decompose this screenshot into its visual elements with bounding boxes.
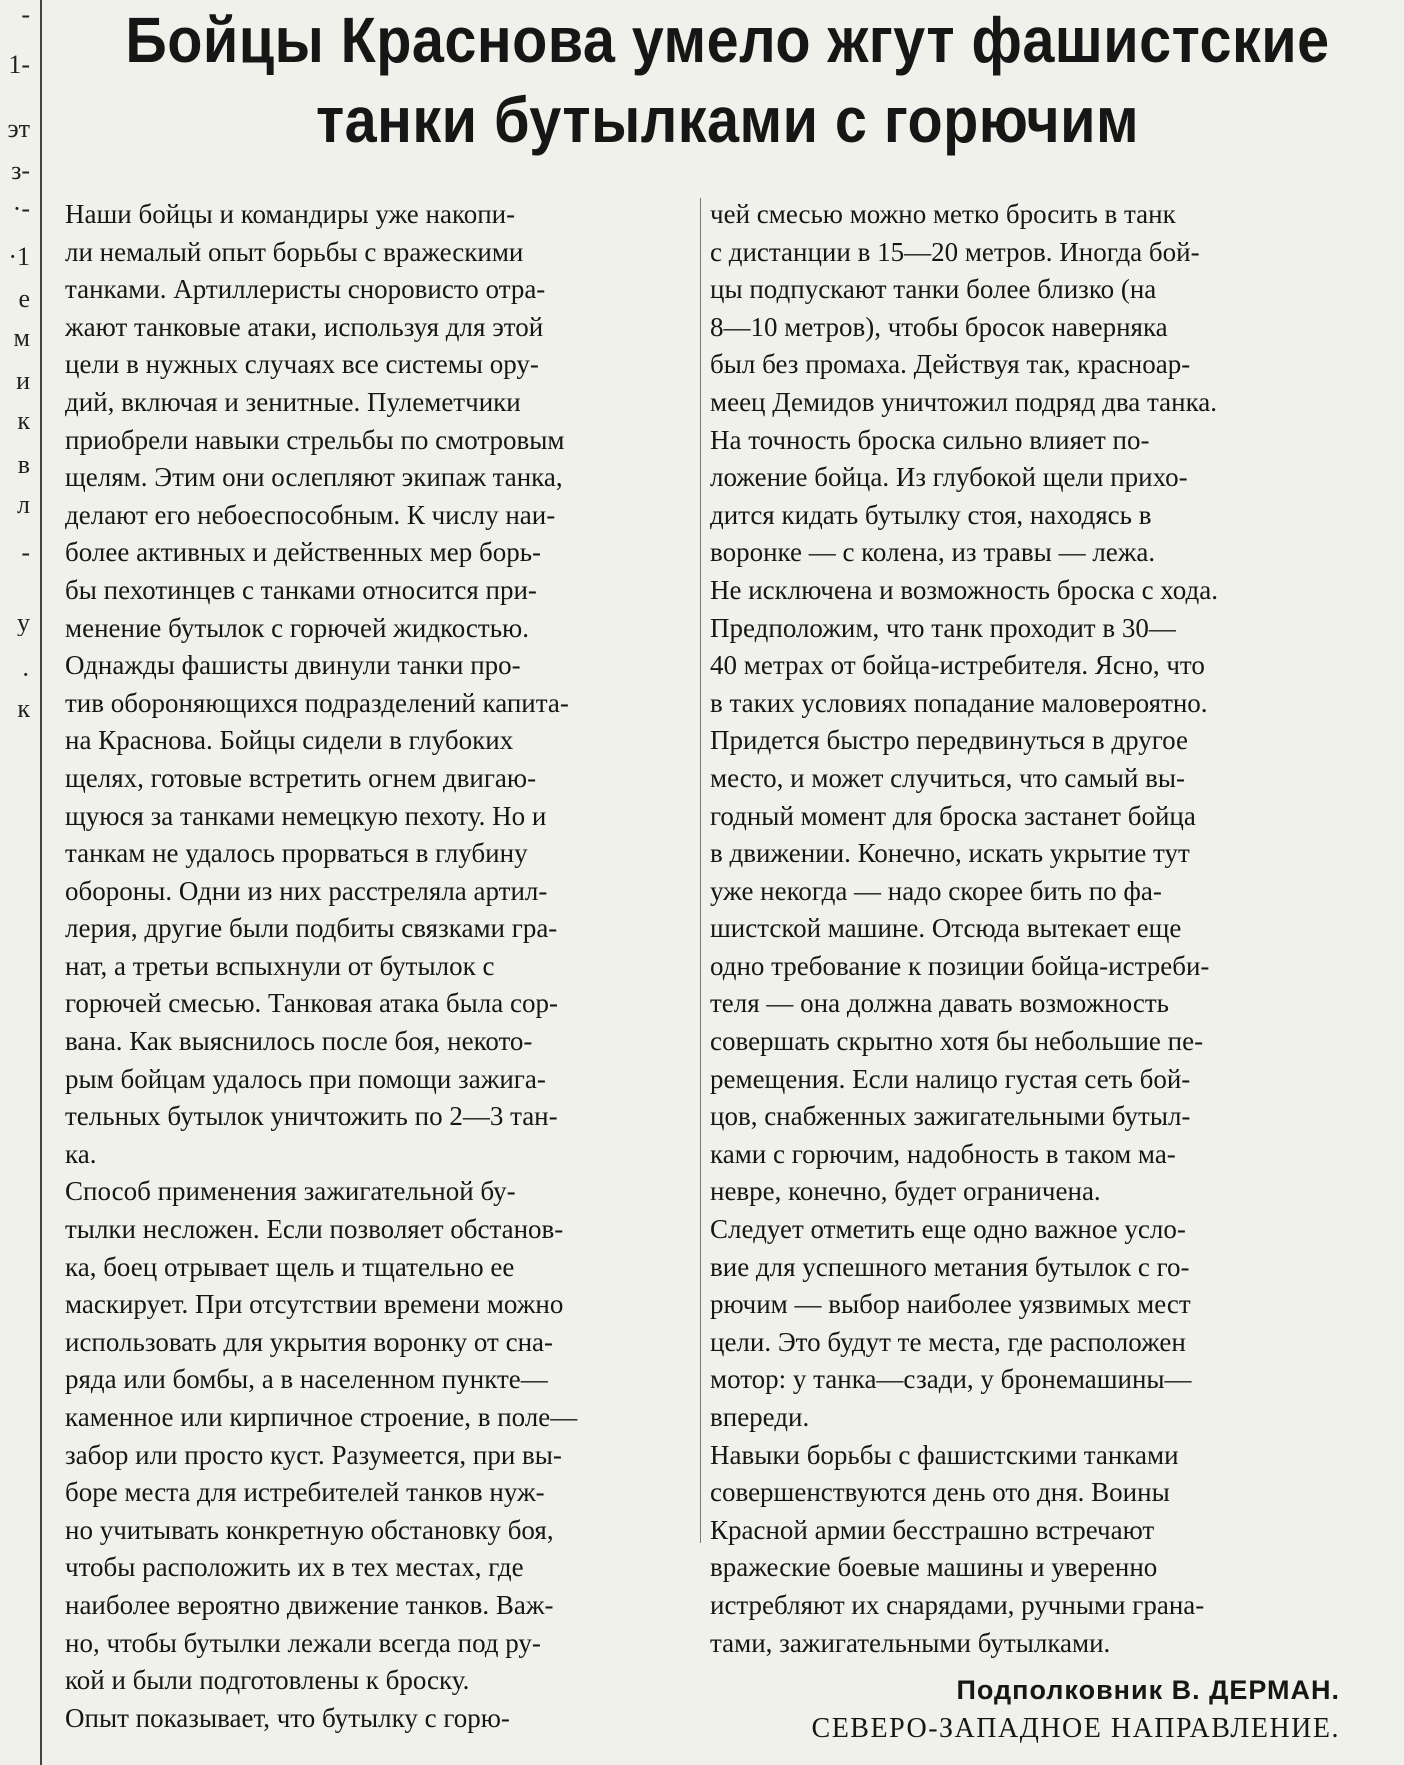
article-headline: [122, 0, 1333, 160]
margin-fragment: к: [17, 408, 30, 434]
paragraph: Следует отметить еще одно важное усло- вие для успешного метания бутылок с го- рючим — выбор наиболее уязвимых мест цели. Это будут те места, где расположен мотор: у танка—сзади, у бронемашины— впереди.: [710, 1214, 1192, 1432]
paragraph: Наши бойцы и командиры уже накопи- ли немалый опыт борьбы с вражескими танками. Артиллеристы сноровисто отра- жают танковые атаки, используя для этой цели в нужных случаях все системы ору- дий, включая и зенитные. Пулеметчики приобрели навыки стрельбы по смотровым щелям. Этим они ослепляют экипаж танка, делают его небоеспособным. К числу наи- более активных и действенных мер борь- бы пехотинцев с танками относится при- менение бутылок с горючей жидкостью.: [65, 199, 565, 643]
headline-line-2: танки бутылками с горючим: [315, 84, 1140, 156]
article-location: СЕВЕРО-ЗАПАДНОЕ НАПРАВЛЕНИЕ.: [811, 1712, 1340, 1744]
margin-fragment: и: [16, 368, 30, 394]
paragraph: чей смесью можно метко бросить в танк с дистанции в 15—20 метров. Иногда бой- цы подпускают танки более близко (на 8—10 метров), чтобы бросок наверняка был без промаха. Действуя так, красноар- меец Демидов уничтожил подряд два танка.: [710, 199, 1218, 417]
margin-fragment: 1-: [8, 52, 30, 78]
article-right-column: [710, 196, 1370, 1747]
margin-fragment: ·1: [8, 244, 30, 270]
paragraph: На точность броска сильно влияет по- ложение бойца. Из глубокой щели прихо- дится кидать бутылку стоя, находясь в воронке — с колена, из травы — лежа. Не исключена и возможность броска с хода.: [710, 424, 1218, 605]
paragraph: Способ применения зажигательной бу- тылки несложен. Если позволяет обстанов- ка, боец отрывает щель и тщательно ее маскирует. При отсутствии времени можно использовать для укрытия воронку от сна- ряда или бомбы, а в населенном пункте— каменное или кирпичное строение, в поле— забор или просто куст. Разумеется, при вы- боре места для истребителей танков нуж- но учитывать конкретную обстановку боя, чтобы расположить их в тех местах, где наиболее вероятно движение танков. Важ- но, чтобы бутылки лежали всегда под ру- кой и были подготовлены к броску.: [65, 1176, 578, 1696]
column-divider: [700, 198, 701, 1543]
margin-fragment: м: [13, 325, 30, 351]
headline-line-1: Бойцы Краснова умело жгут фашистские: [125, 4, 1330, 76]
margin-fragment: л: [17, 492, 30, 518]
margin-fragment: в: [17, 452, 30, 478]
margin-fragment: -: [21, 540, 30, 566]
column-rule-left: [40, 0, 42, 1765]
margin-fragment: з-: [11, 158, 30, 184]
margin-fragment: ·: [21, 662, 30, 688]
margin-fragment: к: [17, 696, 30, 722]
article-left-column: [65, 196, 690, 1737]
article-author: Подполковник В. ДЕРМАН.: [956, 1675, 1340, 1706]
paragraph: Однажды фашисты двинули танки про- тив обороняющихся подразделений капита- на Краснова. Бойцы сидели в глубоких щелях, готовые встретить огнем двигаю- щуюся за танками немецкую пехоту. Но и танкам не удалось прорваться в глубину обороны. Одни из них расстреляла артил- лерия, другие были подбиты связками гра- нат, а третьи вспыхнули от бутылок с горючей смесью. Танковая атака была сор- вана. Как выяснилось после боя, некото- рым бойцам удалось при помощи зажига- тельных бутылок уничтожить по 2—3 тан- ка.: [65, 650, 569, 1169]
margin-fragment: ·-: [12, 196, 30, 222]
margin-fragment: е: [18, 286, 30, 312]
paragraph: Опыт показывает, что бутылку с горю-: [65, 1702, 510, 1733]
margin-fragment: эт: [7, 116, 30, 142]
margin-fragment: у: [17, 610, 30, 636]
paragraph: Предположим, что танк проходит в 30— 40 метрах от бойца-истребителя. Ясно, что в таких условиях попадание маловероятно. Придется быстро передвинуться в другое место, и может случиться, что самый вы- годный момент для броска застанет бойца в движении. Конечно, искать укрытие тут уже некогда — надо скорее бить по фа- шистской машине. Отсюда вытекает еще одно требование к позиции бойца-истреби- теля — она должна давать возможность совершать скрытно хотя бы небольшие пе- ремещения. Если налицо густая сеть бой- цов, снабженных зажигательными бутыл- ками с горючим, надобность в таком ма- невре, конечно, будет ограничена.: [710, 612, 1210, 1207]
neighbor-article-clipping: [0, 0, 38, 1765]
paragraph: Навыки борьбы с фашистскими танками совершенствуются день ото дня. Воины Красной армии бесстрашно встречают вражеские боевые машины и уверенно истребляют их снарядами, ручными грана- тами, зажигательными бутылками.: [710, 1439, 1205, 1658]
margin-fragment: -: [21, 2, 30, 28]
